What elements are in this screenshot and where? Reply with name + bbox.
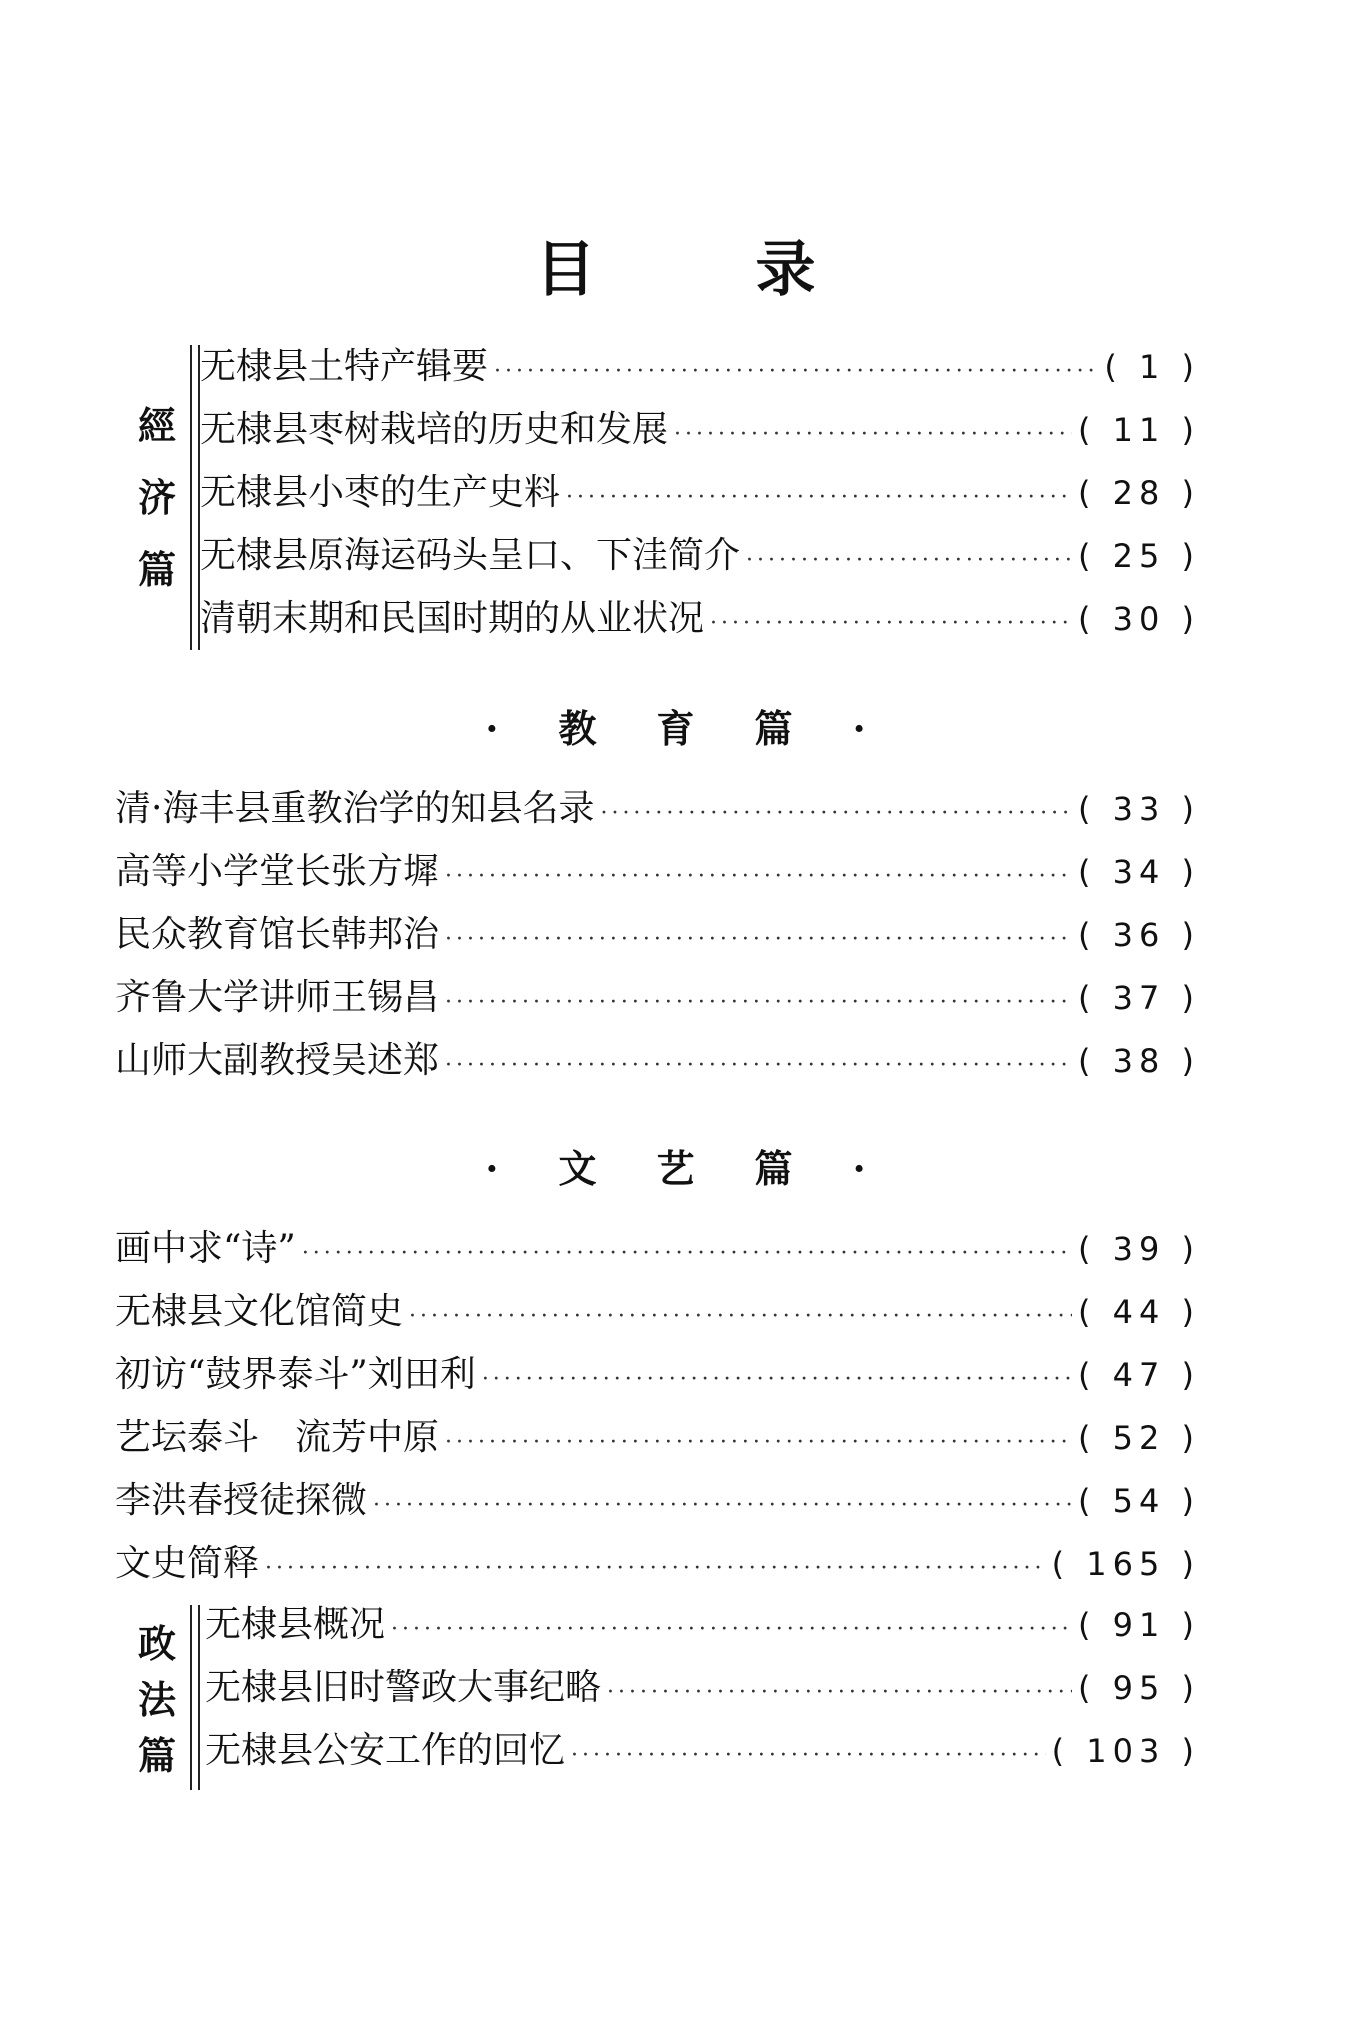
toc-entry[interactable] <box>115 1036 1200 1086</box>
dot-leader <box>494 347 1098 397</box>
toc-entry[interactable] <box>200 342 1200 392</box>
toc-entry[interactable] <box>115 784 1200 834</box>
toc-entry[interactable] <box>115 1476 1200 1526</box>
dot-leader <box>391 1605 1072 1655</box>
dot-leader <box>445 852 1072 902</box>
dot-leader <box>600 789 1072 839</box>
toc-entry-title: 文史简释 <box>115 1543 260 1584</box>
toc-entry-title: 无棣县小枣的生产史料 <box>200 472 561 513</box>
dot-leader <box>445 978 1072 1028</box>
toc-entry-page: ( 165 ) <box>1051 1545 1200 1583</box>
dot-leader <box>710 599 1072 649</box>
education-heading: ·教育篇· <box>485 706 926 751</box>
toc-entry-page: ( 54 ) <box>1077 1482 1200 1520</box>
arts-heading: ·文艺篇· <box>485 1146 926 1191</box>
toc-entry[interactable] <box>115 1539 1200 1589</box>
toc-entry[interactable] <box>115 847 1200 897</box>
dot-leader <box>674 410 1072 460</box>
toc-entry[interactable] <box>200 594 1200 644</box>
dot-leader <box>607 1668 1072 1718</box>
toc-entry-title: 齐鲁大学讲师王锡昌 <box>115 977 440 1018</box>
toc-entry-title: 民众教育馆长韩邦治 <box>115 914 440 955</box>
toc-entry-page: ( 44 ) <box>1077 1293 1200 1331</box>
dot-leader <box>409 1292 1072 1342</box>
toc-entry-page: ( 37 ) <box>1077 979 1200 1017</box>
toc-entry-title: 李洪春授徒探微 <box>115 1480 368 1521</box>
toc-entry-page: ( 28 ) <box>1077 474 1200 512</box>
toc-entry[interactable] <box>115 1350 1200 1400</box>
toc-entry-title: 高等小学堂长张方墀 <box>115 851 440 892</box>
dot-leader <box>445 1418 1072 1468</box>
toc-entry-title: 艺坛泰斗 流芳中原 <box>115 1417 440 1458</box>
toc-entry-title: 清朝末期和民国时期的从业状况 <box>200 598 705 639</box>
law-label-char: 法 <box>137 1677 176 1722</box>
economy-label-char: 經 <box>137 403 176 448</box>
toc-entry-title: 无棣县原海运码头呈口、下洼简介 <box>200 535 741 576</box>
toc-entry[interactable] <box>115 1413 1200 1463</box>
toc-entry[interactable] <box>115 1287 1200 1337</box>
dot-leader <box>302 1229 1072 1279</box>
page-title: 目录 <box>535 235 976 305</box>
toc-entry-page: ( 38 ) <box>1077 1042 1200 1080</box>
toc-entry[interactable] <box>200 531 1200 581</box>
toc-entry-title: 山师大副教授吴述郑 <box>115 1040 440 1081</box>
toc-entry-title: 无棣县旧时警政大事纪略 <box>205 1667 602 1708</box>
toc-entry-title: 画中求“诗” <box>115 1228 296 1269</box>
toc-entry-page: ( 103 ) <box>1051 1732 1200 1770</box>
toc-entry-title: 清·海丰县重教治学的知县名录 <box>115 788 595 829</box>
toc-entry-page: ( 1 ) <box>1104 348 1200 386</box>
economy-label-char: 篇 <box>137 547 176 592</box>
dot-leader <box>482 1355 1072 1405</box>
toc-entry-page: ( 11 ) <box>1077 411 1200 449</box>
dot-leader <box>566 473 1072 523</box>
toc-entry-page: ( 91 ) <box>1077 1606 1200 1644</box>
toc-entry-page: ( 39 ) <box>1077 1230 1200 1268</box>
toc-entry-page: ( 47 ) <box>1077 1356 1200 1394</box>
toc-entry-page: ( 95 ) <box>1077 1669 1200 1707</box>
toc-entry[interactable] <box>200 405 1200 455</box>
toc-entry-page: ( 52 ) <box>1077 1419 1200 1457</box>
toc-entry-page: ( 34 ) <box>1077 853 1200 891</box>
toc-entry-title: 无棣县文化馆简史 <box>115 1291 404 1332</box>
law-label-char: 政 <box>137 1621 176 1666</box>
dot-leader <box>445 915 1072 965</box>
economy-side-label <box>132 378 182 618</box>
toc-entry-title: 无棣县公安工作的回忆 <box>205 1730 566 1771</box>
law-bracket-rule <box>190 1605 200 1790</box>
toc-entry-page: ( 33 ) <box>1077 790 1200 828</box>
economy-bracket-rule <box>190 345 200 650</box>
toc-entry-title: 无棣县土特产辑要 <box>200 346 489 387</box>
toc-entry[interactable] <box>115 1224 1200 1274</box>
dot-leader <box>571 1731 1046 1781</box>
economy-label-char: 济 <box>137 475 176 520</box>
toc-entry[interactable] <box>115 973 1200 1023</box>
dot-leader <box>746 536 1072 586</box>
toc-entry[interactable] <box>205 1726 1200 1776</box>
toc-entry-title: 初访“鼓界泰斗”刘田利 <box>115 1354 476 1395</box>
dot-leader <box>265 1544 1046 1594</box>
toc-entry-page: ( 25 ) <box>1077 537 1200 575</box>
law-side-label <box>132 1610 182 1790</box>
law-label-char: 篇 <box>137 1733 176 1778</box>
dot-leader <box>373 1481 1072 1531</box>
toc-entry[interactable] <box>205 1600 1200 1650</box>
toc-entry-page: ( 36 ) <box>1077 916 1200 954</box>
toc-entry[interactable] <box>205 1663 1200 1713</box>
toc-entry[interactable] <box>200 468 1200 518</box>
toc-entry-title: 无棣县枣树栽培的历史和发展 <box>200 409 669 450</box>
toc-entry[interactable] <box>115 910 1200 960</box>
toc-entry-title: 无棣县概况 <box>205 1604 386 1645</box>
toc-entry-page: ( 30 ) <box>1077 600 1200 638</box>
dot-leader <box>445 1041 1072 1091</box>
